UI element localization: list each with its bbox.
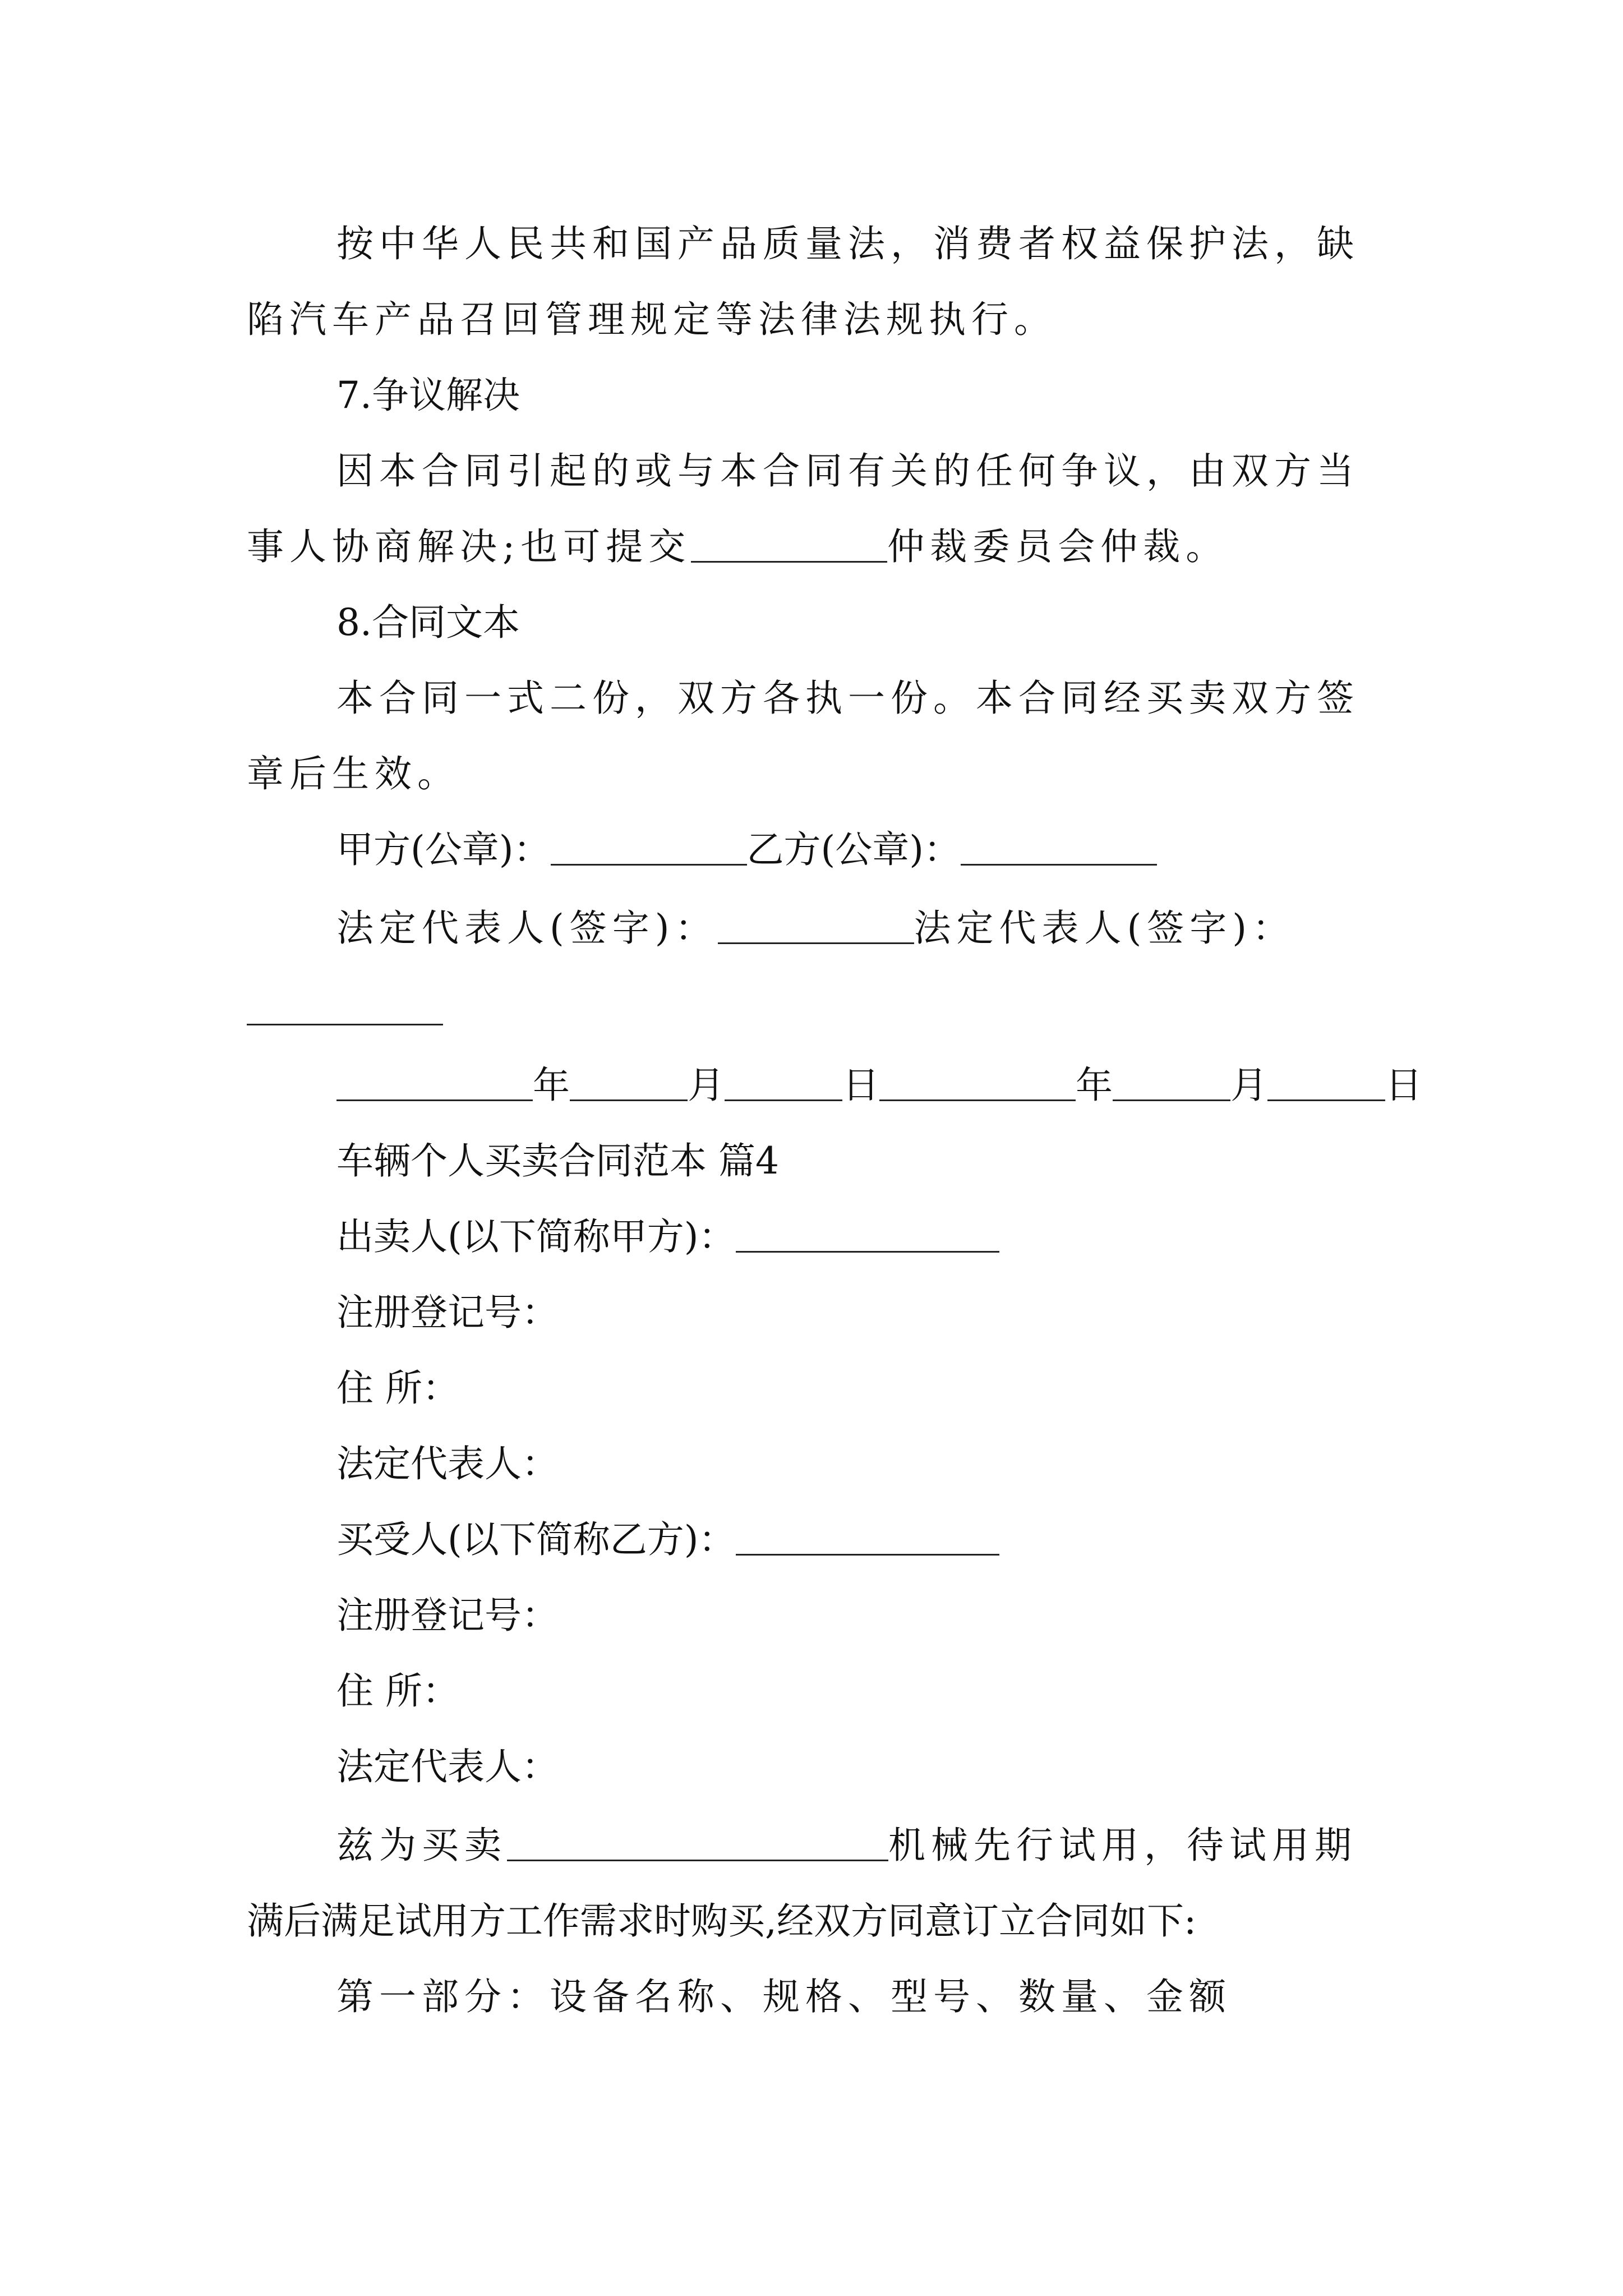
text-segment: 兹为买卖 bbox=[336, 1824, 507, 1867]
buyer-reg-no: 注册登记号： bbox=[336, 1594, 559, 1637]
section-heading-8: 8.合同文本 bbox=[336, 601, 520, 644]
year-blank bbox=[879, 1066, 1076, 1101]
month-label: 月 bbox=[1230, 1064, 1267, 1107]
seller-reg-no: 注册登记号： bbox=[336, 1291, 559, 1334]
section-title: 车辆个人买卖合同范本 篇4 bbox=[336, 1139, 779, 1182]
paragraph-line bbox=[247, 524, 1228, 569]
paragraph-line: 按中华人民共和国产品质量法，消费者权益保护法，缺 bbox=[336, 222, 1359, 265]
day-label: 日 bbox=[1385, 1064, 1422, 1107]
year-blank bbox=[336, 1066, 533, 1101]
date-line bbox=[336, 1063, 1422, 1108]
party-b-seal-blank bbox=[961, 830, 1157, 866]
buyer-address: 住 所： bbox=[336, 1669, 459, 1713]
rep-sign-a-blank bbox=[718, 909, 914, 944]
month-label: 月 bbox=[688, 1064, 725, 1107]
month-blank bbox=[1113, 1066, 1230, 1101]
seller-blank bbox=[736, 1217, 999, 1253]
section-heading-7: 7.争议解决 bbox=[336, 374, 520, 417]
month-blank bbox=[570, 1066, 688, 1101]
intro-line bbox=[336, 1823, 1357, 1868]
paragraph-line: 陷汽车产品召回管理规定等法律法规执行。 bbox=[247, 298, 1057, 341]
seller-legal-rep: 法定代表人： bbox=[336, 1442, 559, 1485]
text-segment: 事人协商解决;也可提交 bbox=[247, 525, 691, 568]
party-a-seal-blank bbox=[551, 830, 747, 866]
paragraph-line: 因本合同引起的或与本合同有关的任何争议，由双方当 bbox=[336, 449, 1359, 493]
text-segment: 仲裁委员会仲裁。 bbox=[887, 525, 1229, 568]
paragraph-line: 章后生效。 bbox=[247, 752, 460, 795]
text-segment: 机械先行试用，待试用期 bbox=[888, 1824, 1357, 1867]
seller-line bbox=[336, 1214, 999, 1259]
party-b-seal-label: 乙方(公章)： bbox=[746, 828, 961, 871]
rep-sign-line bbox=[336, 906, 1295, 951]
day-blank bbox=[1267, 1066, 1385, 1101]
arbitration-blank bbox=[691, 527, 887, 563]
seal-line bbox=[336, 827, 1157, 872]
year-label: 年 bbox=[1076, 1064, 1113, 1107]
rep-sign-a-label: 法定代表人(签字)： bbox=[336, 907, 718, 950]
paragraph-line: 本合同一式二份，双方各执一份。本合同经买卖双方签 bbox=[336, 677, 1359, 720]
paragraph-line: 满后满足试用方工作需求时购买,经双方同意订立合同如下: bbox=[247, 1899, 1197, 1943]
day-label: 日 bbox=[842, 1064, 879, 1107]
machine-blank bbox=[507, 1826, 888, 1861]
day-blank bbox=[725, 1066, 842, 1101]
seller-address: 住 所： bbox=[336, 1366, 459, 1410]
buyer-legal-rep: 法定代表人： bbox=[336, 1745, 559, 1788]
party-a-seal-label: 甲方(公章)： bbox=[336, 828, 551, 871]
part-one-heading: 第一部分：设备名称、规格、型号、数量、金额 bbox=[336, 1975, 1232, 2018]
buyer-blank bbox=[736, 1520, 999, 1556]
seller-label: 出卖人(以下简称甲方)： bbox=[336, 1215, 736, 1258]
year-label: 年 bbox=[533, 1064, 570, 1107]
buyer-line bbox=[336, 1517, 999, 1562]
rep-sign-b-blank-line bbox=[247, 987, 443, 1032]
rep-sign-b-blank bbox=[247, 990, 443, 1025]
buyer-label: 买受人(以下简称乙方)： bbox=[336, 1518, 736, 1561]
rep-sign-b-label: 法定代表人(签字)： bbox=[914, 907, 1295, 950]
